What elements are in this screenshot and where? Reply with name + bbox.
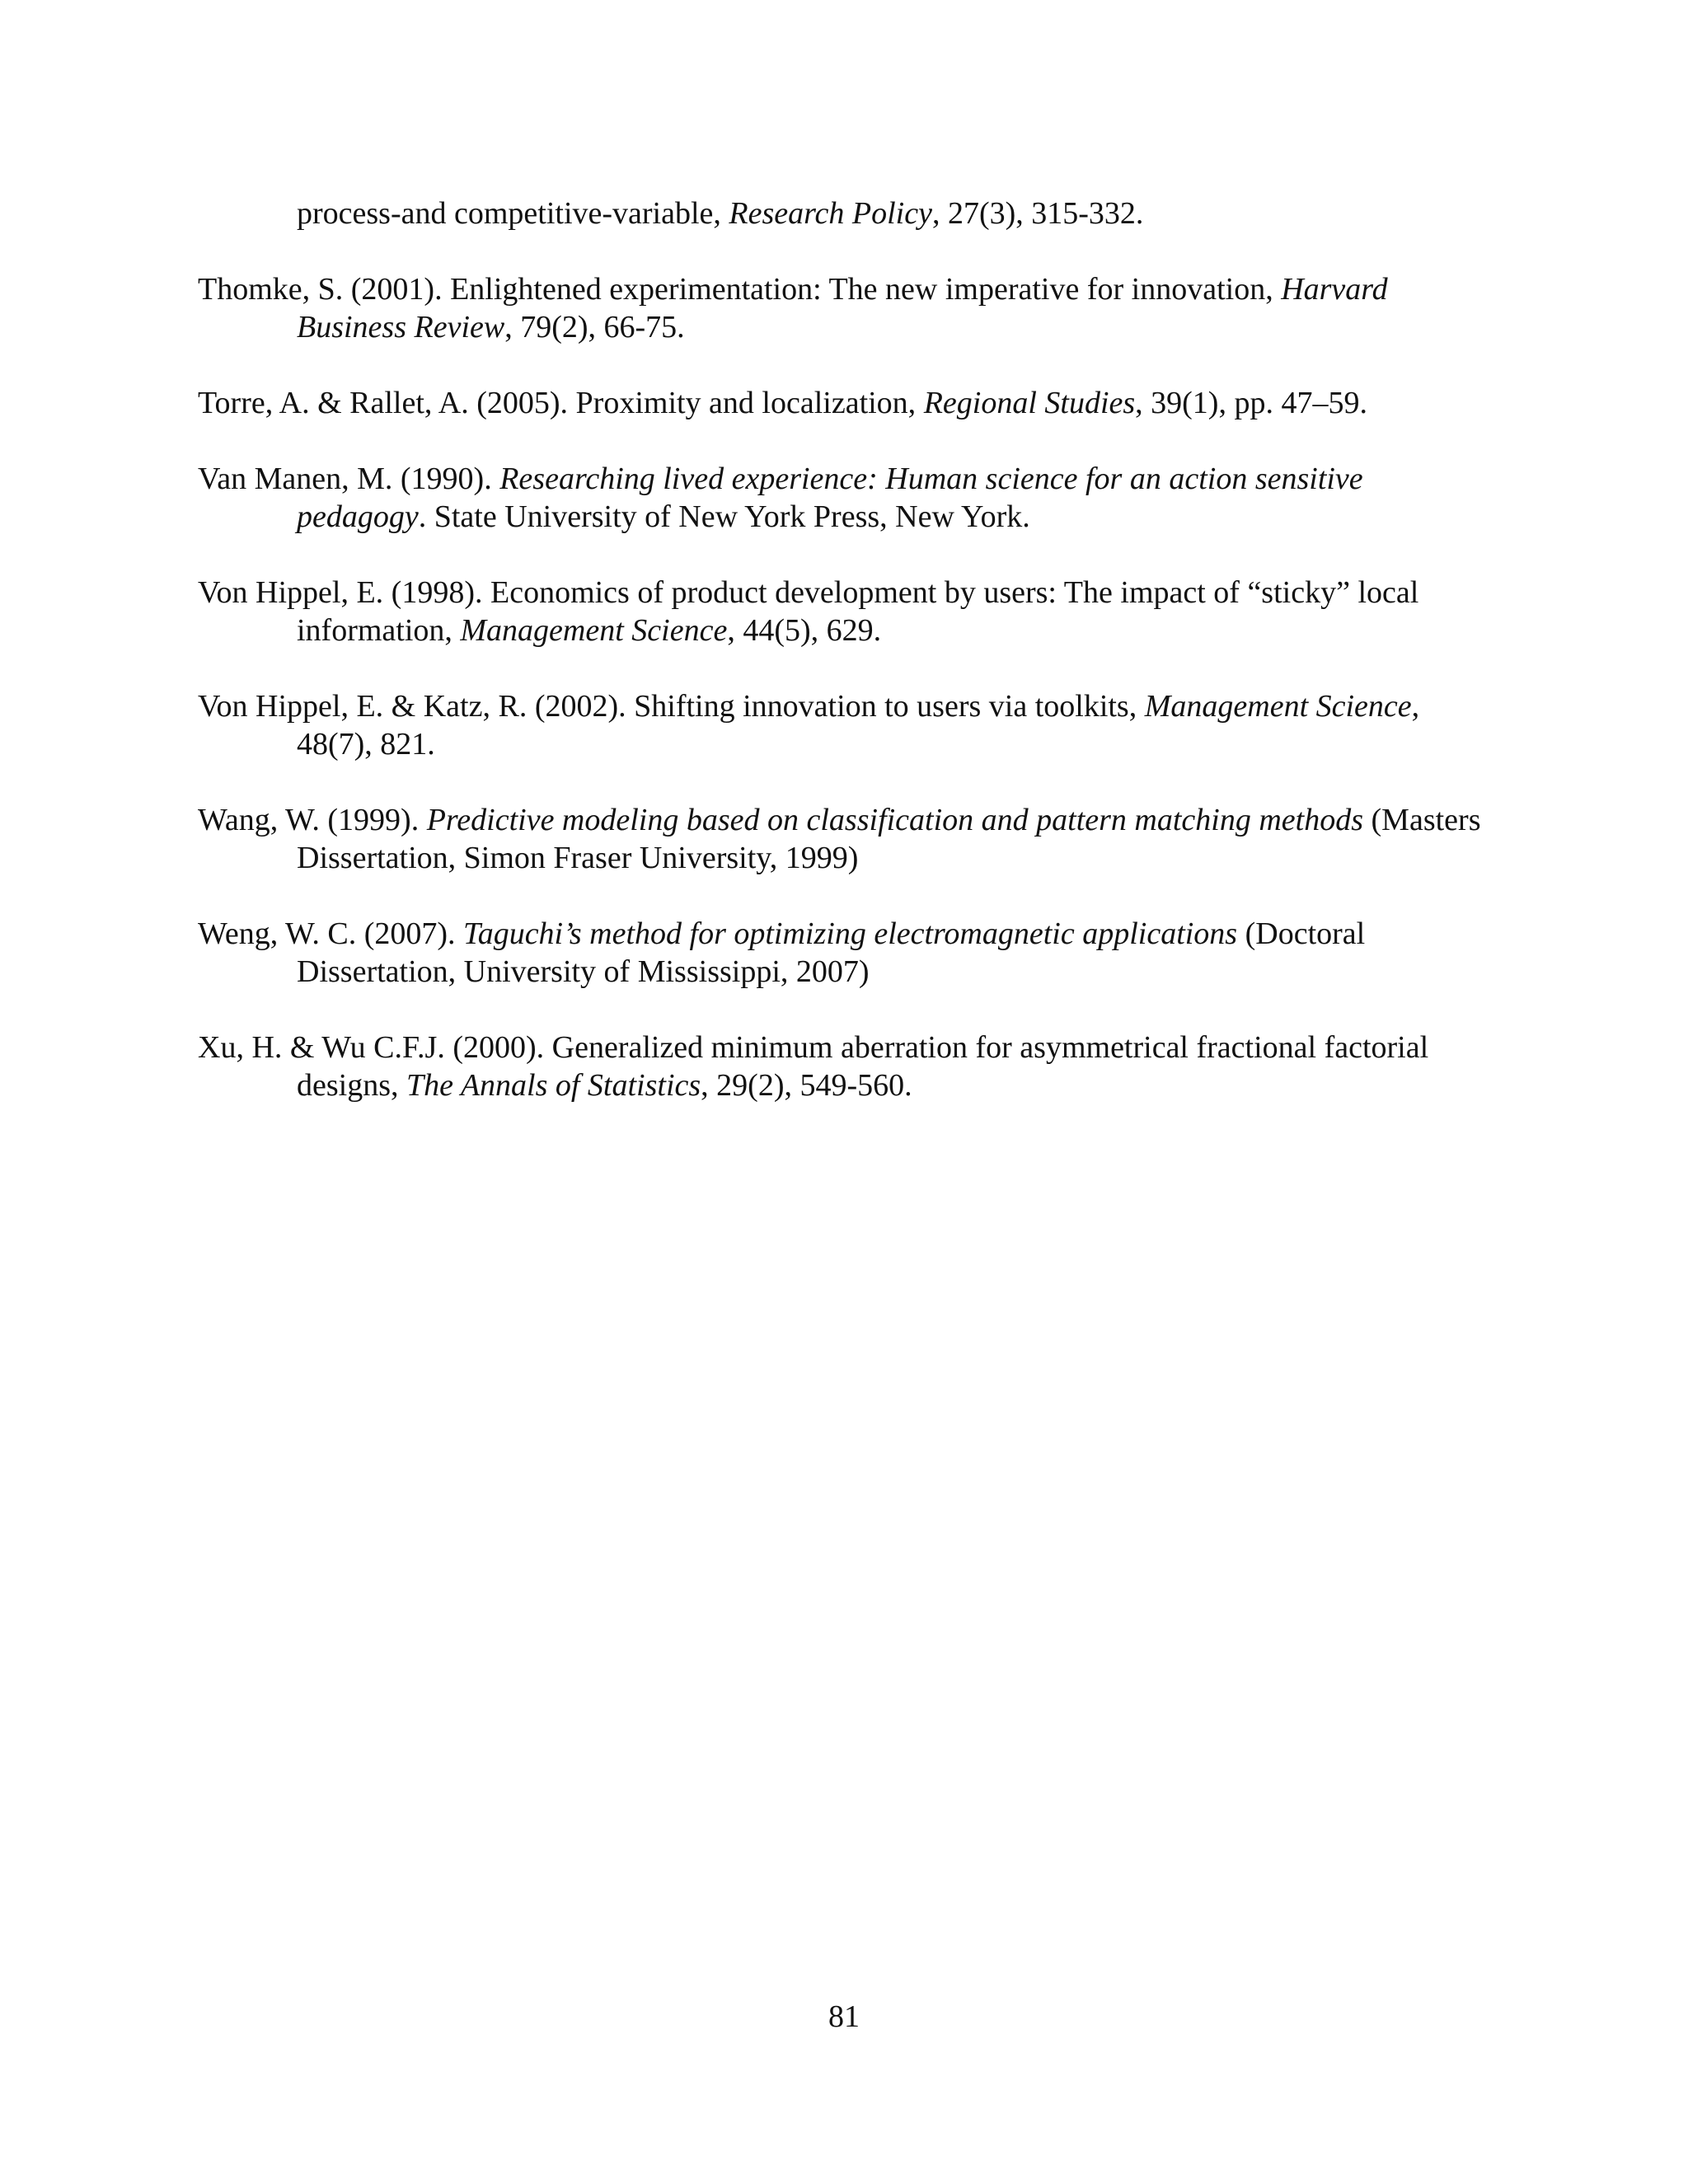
reference-entry	[198, 687, 1484, 763]
reference-text: (Masters Dissertation, Simon Fraser University, 1999)	[297, 803, 1481, 875]
reference-text: , 48(7), 821.	[297, 689, 1420, 762]
reference-source-title: The Annals of Statistics	[406, 1068, 701, 1103]
reference-text: Torre, A. & Rallet, A. (2005). Proximity and localization,	[198, 386, 924, 420]
reference-text: process-and competitive-variable,	[297, 196, 729, 231]
reference-text: Weng, W. C. (2007).	[198, 916, 464, 951]
reference-entry	[198, 1029, 1484, 1104]
reference-text: . State University of New York Press, New York.	[418, 499, 1030, 534]
reference-text: Von Hippel, E. (1998). Economics of product development by users: The impact of “sticky” local information,	[198, 575, 1419, 648]
reference-entry	[198, 801, 1484, 877]
reference-entry	[198, 384, 1484, 422]
reference-text: , 79(2), 66-75.	[504, 310, 685, 344]
reference-source-title: Research Policy	[729, 196, 932, 231]
reference-entry	[198, 915, 1484, 991]
reference-entry	[198, 574, 1484, 649]
reference-text: , 44(5), 629.	[727, 613, 882, 648]
reference-text: Von Hippel, E. & Katz, R. (2002). Shifting innovation to users via toolkits,	[198, 689, 1145, 724]
reference-text: Thomke, S. (2001). Enlightened experimentation: The new imperative for innovation,	[198, 272, 1282, 307]
reference-text: Xu, H. & Wu C.F.J. (2000). Generalized minimum aberration for asymmetrical fractional factorial designs,	[198, 1030, 1429, 1103]
reference-entry	[198, 460, 1484, 536]
reference-text: Wang, W. (1999).	[198, 803, 427, 837]
reference-entry	[198, 270, 1484, 346]
reference-text: Van Manen, M. (1990).	[198, 462, 500, 496]
reference-source-title: Taguchi’s method for optimizing electromagnetic applications	[463, 916, 1238, 951]
reference-source-title: Harvard Business Review	[297, 272, 1388, 344]
page-number: 81	[828, 1999, 860, 2034]
reference-source-title: Management Science	[460, 613, 728, 648]
reference-text: , 29(2), 549-560.	[701, 1068, 912, 1103]
reference-entry	[198, 194, 1484, 232]
reference-text: , 39(1), pp. 47–59.	[1135, 386, 1367, 420]
reference-source-title: Regional Studies	[923, 386, 1136, 420]
reference-source-title: Management Science	[1144, 689, 1412, 724]
reference-source-title: Predictive modeling based on classification and pattern matching methods	[426, 803, 1364, 837]
reference-text: (Doctoral Dissertation, University of Mississippi, 2007)	[297, 916, 1366, 989]
reference-text: , 27(3), 315-332.	[931, 196, 1144, 231]
reference-list	[198, 194, 1484, 1142]
reference-source-title: Researching lived experience: Human science for an action sensitive pedagogy	[297, 462, 1363, 534]
